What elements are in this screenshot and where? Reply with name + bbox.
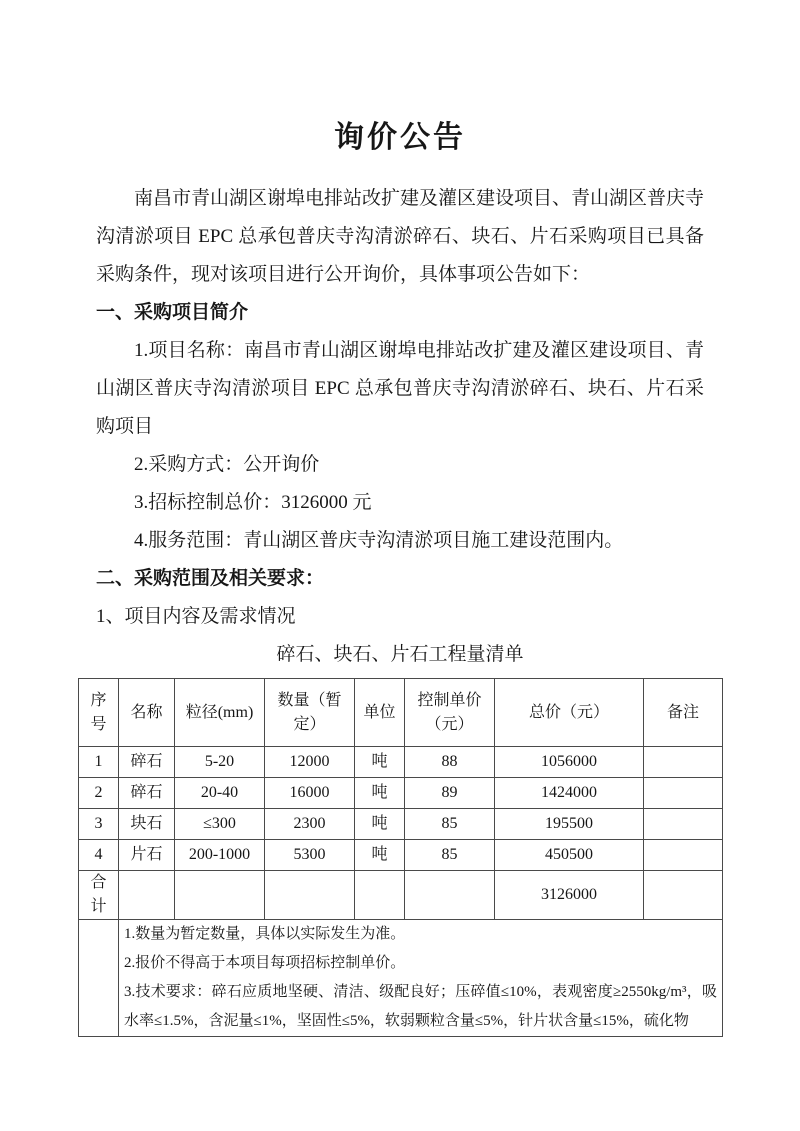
table-row (79, 809, 723, 840)
cell-total-price: 1424000 (495, 778, 644, 809)
notes-row (79, 920, 723, 1037)
cell-quantity: 5300 (265, 840, 355, 871)
section1-heading: 一、采购项目简介 (96, 302, 249, 323)
cell-remark (644, 809, 723, 840)
cell-total-price: 1056000 (495, 747, 644, 778)
cell-quantity: 16000 (265, 778, 355, 809)
cell-unit: 吨 (355, 778, 405, 809)
table-title: 碎石、块石、片石工程量清单 (276, 644, 524, 665)
cell-size: ≤300 (175, 809, 265, 840)
cell-empty (175, 871, 265, 920)
cell-remark (644, 840, 723, 871)
intro-paragraph: 南昌市青山湖区谢埠电排站改扩建及灌区建设项目、青山湖区普庆寺沟清淤项目 EPC 总承包普庆寺沟清淤碎石、块石、片石采购项目已具备采购条件，现对该项目进行公开询价，具体事项公告如下： (96, 188, 705, 285)
cell-empty (644, 871, 723, 920)
cell-name: 碎石 (119, 778, 175, 809)
cell-empty (79, 920, 119, 1037)
table-row (79, 778, 723, 809)
note-1: 1.数量为暂定数量，具体以实际发生为准。 (124, 926, 406, 942)
section2-sub-heading: 1、项目内容及需求情况 (96, 606, 296, 627)
header-name: 名称 (119, 679, 175, 747)
cell-name: 块石 (119, 809, 175, 840)
cell-total-price: 450500 (495, 840, 644, 871)
cell-name: 碎石 (119, 747, 175, 778)
cell-total-price: 195500 (495, 809, 644, 840)
quantities-table (78, 678, 723, 1037)
cell-remark (644, 747, 723, 778)
cell-remark (644, 778, 723, 809)
section1-item-4: 4.服务范围：青山湖区普庆寺沟清淤项目施工建设范围内。 (134, 530, 624, 551)
cell-unit: 吨 (355, 840, 405, 871)
cell-unit: 吨 (355, 747, 405, 778)
cell-unit-price: 89 (405, 778, 495, 809)
cell-empty (355, 871, 405, 920)
table-row (79, 747, 723, 778)
cell-serial: 4 (79, 840, 119, 871)
note-2: 2.报价不得高于本项目每项招标控制单价。 (124, 955, 406, 971)
header-unit-price: 控制单价（元） (405, 679, 495, 747)
total-value: 3126000 (495, 871, 644, 920)
cell-serial: 1 (79, 747, 119, 778)
cell-serial: 3 (79, 809, 119, 840)
section1-item-2: 2.采购方式：公开询价 (134, 454, 320, 475)
note-3: 3.技术要求：碎石应质地坚硬、清洁、级配良好；压碎值≤10%，表观密度≥2550kg/m³，吸水率≤1.5%，含泥量≤1%，坚固性≤5%，软弱颗粒含量≤5%，针片状含量≤15%，硫化物 (124, 984, 717, 1029)
table-header-row (79, 679, 723, 747)
section1-item-1: 1.项目名称：南昌市青山湖区谢埠电排站改扩建及灌区建设项目、青山湖区普庆寺沟清淤项目 EPC 总承包普庆寺沟清淤碎石、块石、片石采购项目 (96, 340, 704, 437)
header-quantity: 数量（暂定） (265, 679, 355, 747)
cell-empty (119, 871, 175, 920)
cell-size: 20-40 (175, 778, 265, 809)
cell-unit-price: 85 (405, 840, 495, 871)
cell-quantity: 12000 (265, 747, 355, 778)
cell-empty (405, 871, 495, 920)
cell-empty (265, 871, 355, 920)
header-serial: 序号 (79, 679, 119, 747)
page-title: 询价公告 (334, 121, 466, 154)
cell-unit: 吨 (355, 809, 405, 840)
notes-cell (119, 920, 723, 1037)
section1-item-3: 3.招标控制总价：3126000 元 (134, 492, 372, 513)
cell-size: 5-20 (175, 747, 265, 778)
table-row (79, 840, 723, 871)
cell-quantity: 2300 (265, 809, 355, 840)
section2-heading: 二、采购范围及相关要求： (96, 568, 325, 589)
cell-name: 片石 (119, 840, 175, 871)
header-remark: 备注 (644, 679, 723, 747)
header-size: 粒径(mm) (175, 679, 265, 747)
cell-unit-price: 85 (405, 809, 495, 840)
header-unit: 单位 (355, 679, 405, 747)
cell-unit-price: 88 (405, 747, 495, 778)
total-row (79, 871, 723, 920)
cell-serial: 2 (79, 778, 119, 809)
cell-size: 200-1000 (175, 840, 265, 871)
header-total-price: 总价（元） (495, 679, 644, 747)
total-label: 合计 (79, 871, 119, 920)
